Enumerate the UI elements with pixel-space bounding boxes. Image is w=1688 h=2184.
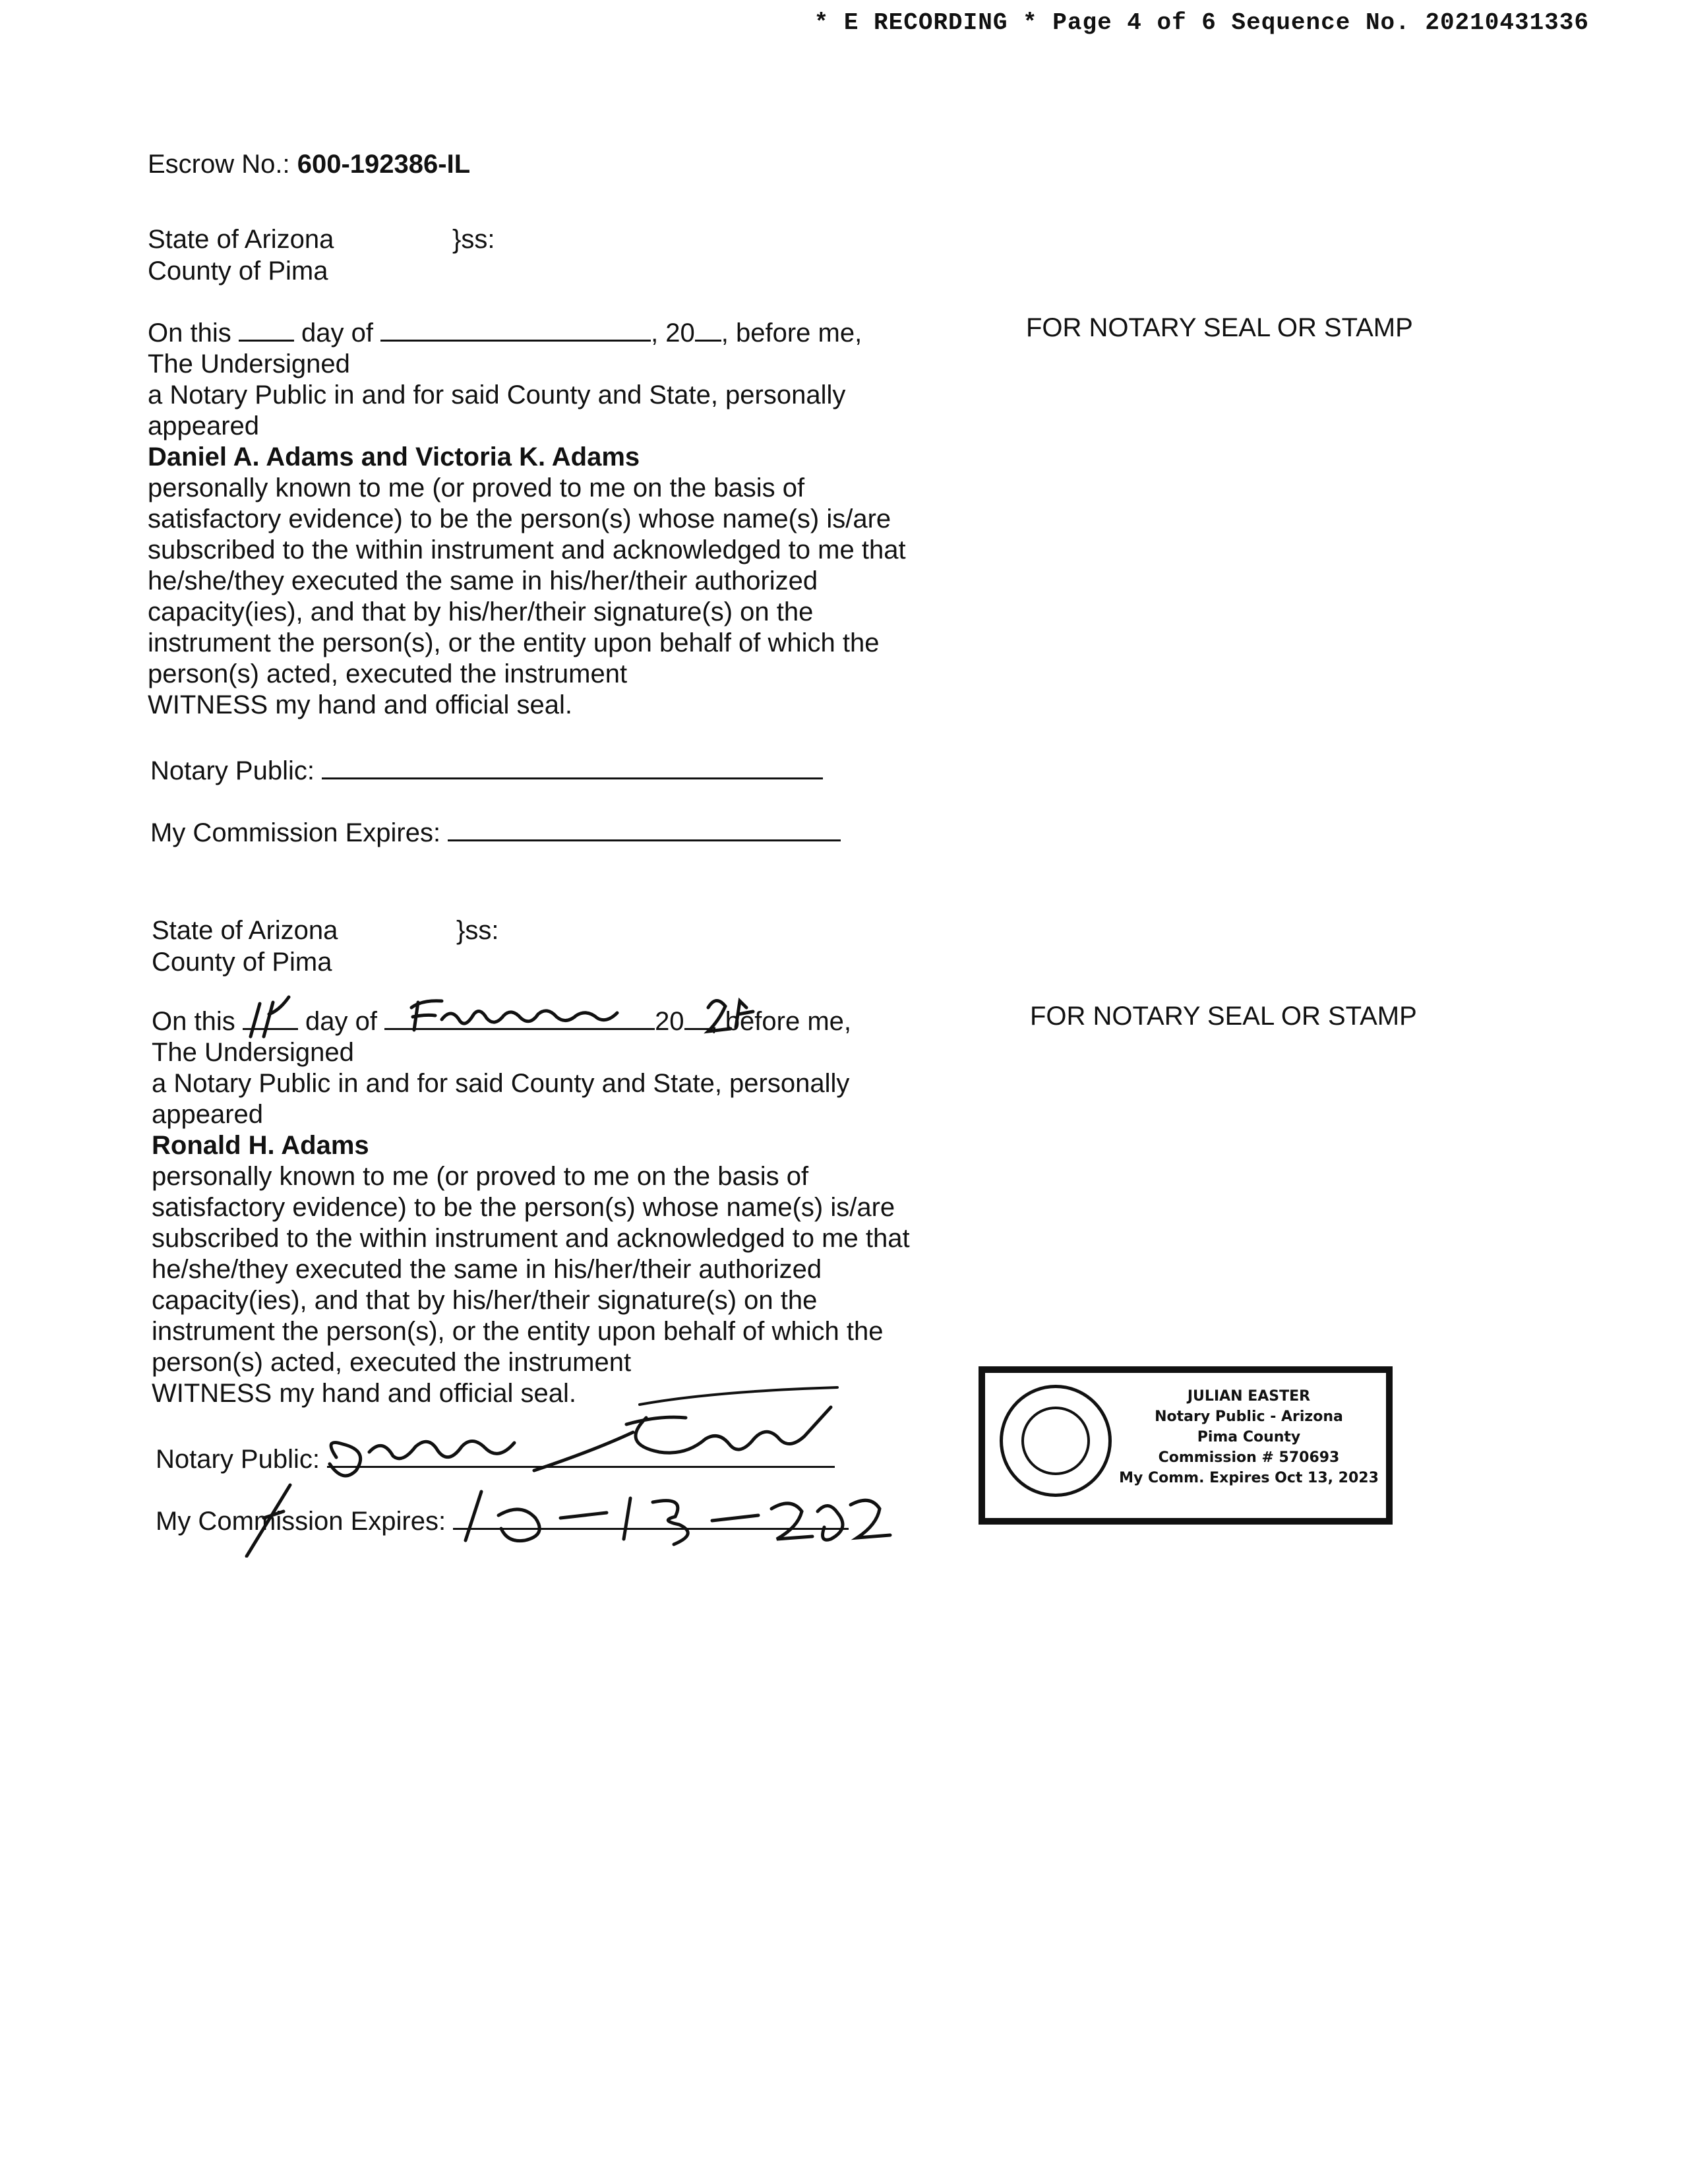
notary-public-line: Notary Public: xyxy=(150,756,823,787)
stamp-text xyxy=(1117,1386,1381,1488)
ack-body-line: WITNESS my hand and official seal. xyxy=(148,690,572,719)
year-blank[interactable] xyxy=(695,318,721,342)
county-label: County of Pima xyxy=(152,948,332,977)
stamp-commission-number: Commission # 570693 xyxy=(1158,1449,1340,1466)
month-blank[interactable] xyxy=(380,318,651,342)
ack-body-line: he/she/they executed the same in his/her/their authorized xyxy=(152,1255,822,1284)
state-label: State of Arizona xyxy=(152,916,338,945)
commission-expires-line: My Commission Expires: xyxy=(150,818,841,849)
appearing-party-names: Daniel A. Adams and Victoria K. Adams xyxy=(148,442,640,471)
acknowledgment-date-line: On this day of 20 , before me, xyxy=(152,1007,851,1036)
county-label: County of Pima xyxy=(148,257,328,286)
notary-statement-line1: a Notary Public in and for said County and State, personally xyxy=(152,1069,850,1098)
ack-body-line: person(s) acted, executed the instrument xyxy=(152,1348,632,1377)
escrow-label: Escrow No.: xyxy=(148,150,290,179)
appearing-party-names: Ronald H. Adams xyxy=(152,1131,369,1160)
ack-body-line: capacity(ies), and that by his/her/their signature(s) on the xyxy=(152,1286,818,1315)
stamp-expiration: My Comm. Expires Oct 13, 2023 xyxy=(1119,1470,1379,1486)
escrow-line xyxy=(148,149,470,180)
day-blank[interactable] xyxy=(239,318,294,342)
ss-label: }ss: xyxy=(452,225,495,254)
ack-body-line: instrument the person(s), or the entity upon behalf of which the xyxy=(148,628,880,657)
handwritten-day-value xyxy=(237,990,310,1043)
stamp-notary-name: JULIAN EASTER xyxy=(1187,1388,1311,1405)
ack-body-line: subscribed to the within instrument and acknowledged to me that xyxy=(148,535,906,564)
stamp-notary-title: Notary Public - Arizona xyxy=(1155,1409,1343,1425)
ack-body-line: person(s) acted, executed the instrument xyxy=(148,659,628,688)
escrow-number: 600-192386-IL xyxy=(297,150,471,179)
undersigned-label: The Undersigned xyxy=(148,349,350,379)
handwritten-commission-date xyxy=(237,1472,903,1558)
ack-body-line: capacity(ies), and that by his/her/their signature(s) on the xyxy=(148,597,814,626)
notary-signature-blank[interactable] xyxy=(322,756,823,779)
ack-body-line: satisfactory evidence) to be the person(s) whose name(s) is/are xyxy=(148,504,891,533)
handwritten-month-value xyxy=(396,993,673,1039)
state-label: State of Arizona xyxy=(148,225,334,254)
undersigned-label: The Undersigned xyxy=(152,1038,354,1067)
ss-label: }ss: xyxy=(456,916,499,945)
ack-body-line: satisfactory evidence) to be the person(s) whose name(s) is/are xyxy=(152,1193,895,1222)
state-seal-icon xyxy=(1000,1385,1112,1497)
recording-header: * E RECORDING * Page 4 of 6 Sequence No. 20210431336 xyxy=(814,9,1589,36)
handwritten-year-value xyxy=(699,988,758,1041)
ack-body-line: instrument the person(s), or the entity upon behalf of which the xyxy=(152,1317,884,1346)
commission-expires-line: My Commission Expires: xyxy=(156,1506,849,1537)
notary-public-line: Notary Public: xyxy=(156,1444,835,1475)
notary-statement-line2: appeared xyxy=(148,411,260,440)
seal-stamp-label: FOR NOTARY SEAL OR STAMP xyxy=(1026,313,1413,342)
notary-statement-line2: appeared xyxy=(152,1100,264,1129)
notary-stamp xyxy=(979,1366,1393,1525)
ack-body-line: subscribed to the within instrument and acknowledged to me that xyxy=(152,1224,910,1253)
commission-date-blank[interactable] xyxy=(448,818,841,841)
seal-stamp-label: FOR NOTARY SEAL OR STAMP xyxy=(1030,1002,1417,1031)
ack-body-line: he/she/they executed the same in his/her/their authorized xyxy=(148,566,818,595)
acknowledgment-date-line: On this day of , 20 , before me, xyxy=(148,318,862,348)
ack-body-line: personally known to me (or proved to me on the basis of xyxy=(148,473,805,502)
ack-body-line: WITNESS my hand and official seal. xyxy=(152,1379,576,1408)
stamp-county: Pima County xyxy=(1197,1429,1301,1445)
ack-body-line: personally known to me (or proved to me on the basis of xyxy=(152,1162,809,1191)
notary-statement-line1: a Notary Public in and for said County and State, personally xyxy=(148,380,846,410)
